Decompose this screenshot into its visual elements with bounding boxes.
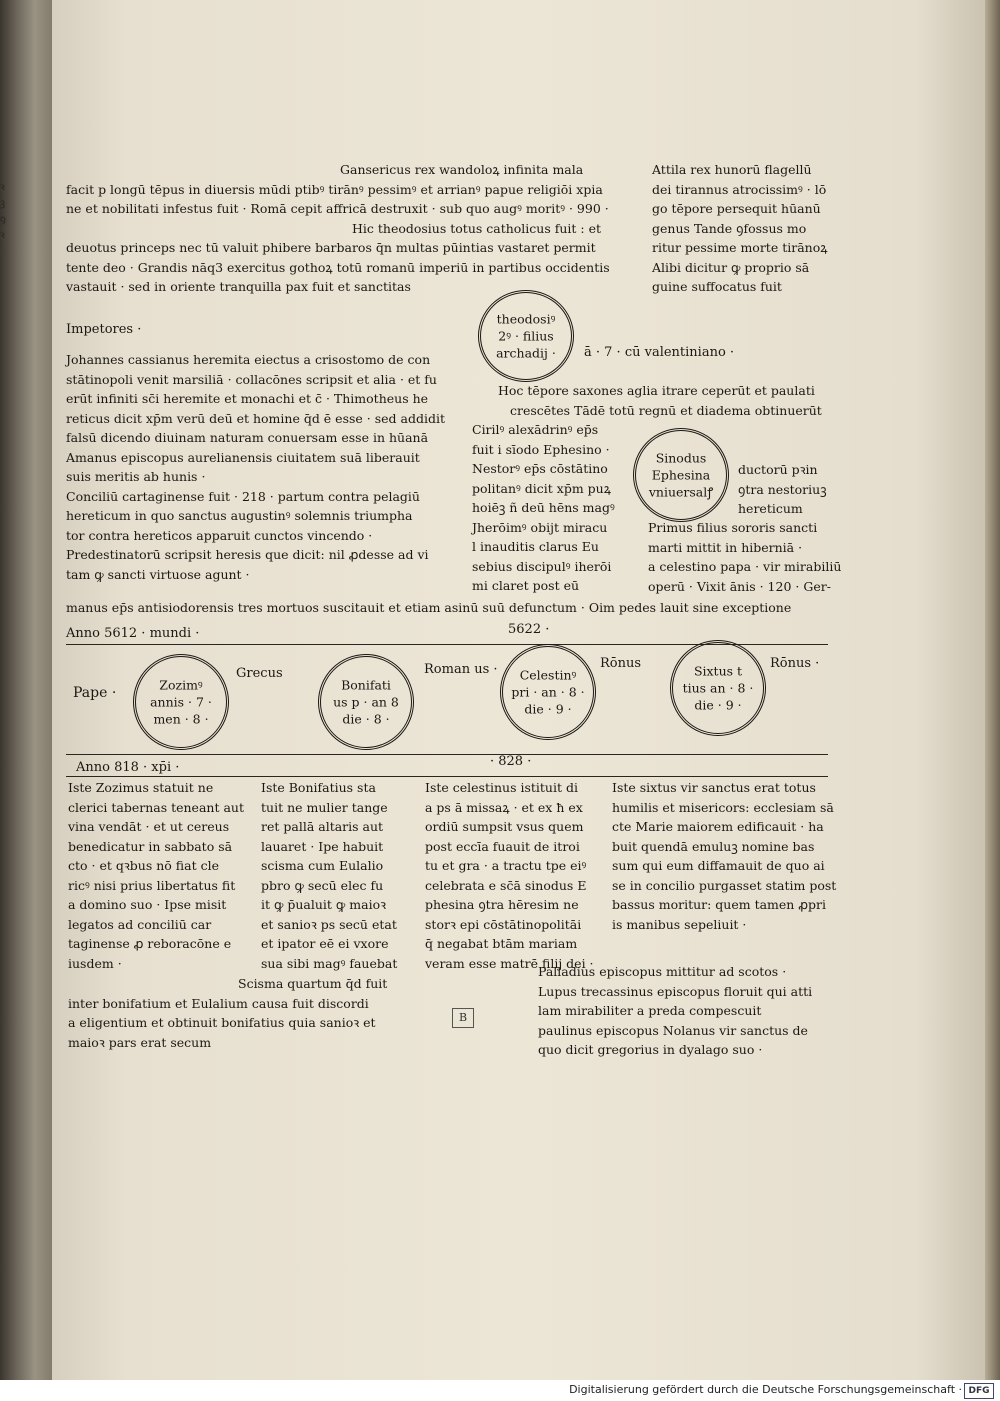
text-line: vastauit · sed in oriente tranquilla pax fuit et sanctitas [66,279,411,294]
valentiniano-text: ā · 7 · cū valentiniano · [584,345,735,360]
text-line: lam mirabiliter a preda compescuit [538,1003,762,1018]
text-line: ꝯtra nestoriuꝫ [738,481,827,497]
text-line: crescētes Tādē totū regnū et diadema obtinuerūt [510,402,822,418]
text-block-gensericus [66,160,610,297]
text-block-saxones [498,381,822,420]
text-line: genus Tande ꝯfossus mo [652,220,807,236]
text-line: clerici tabernas teneant aut [68,799,244,815]
circle-line: Zozimꝰ [159,677,203,693]
circle-line: die · 9 · [524,701,572,717]
text-line: ne et nobilitati infestus fuit · Romā cepit affricā destruxit · sub quo augꝰ moritꝰ · 990 · [66,201,609,216]
text-line: Conciliū cartaginense fuit · 218 · partum contra pelagiū [66,488,420,504]
text-line: iusdem · [68,955,122,971]
column-zozimus [68,778,244,973]
text-line: taginense ꝓ reboracōne e [68,936,232,951]
text-line: suis meritis ab hunis · [66,469,206,484]
text-line: vina vendāt · et ut cereus [68,819,230,834]
text-line: buit quendā emuluꝫ nomine bas [612,838,815,854]
text-line: deuotus princeps nec tū valuit phibere barbaros q̄n multas pūintias vastaret permit [66,240,596,255]
anno-mundi-label: Anno 5612 · mundi · [66,626,200,641]
text-line: ductorū pꝛin [738,462,818,477]
text-line: ricꝰ nisi prius libertatus fit [68,877,236,893]
text-line: a eligentium et obtinuit bonifatius quia sanioꝛ et [68,1015,376,1030]
text-line: erūt infiniti sc̄i heremite et monachi et c̄ · Thimotheus he [66,391,429,406]
text-line: Attila rex hunorū flagellū [652,162,812,177]
circle-text [673,663,763,714]
text-line: q̄ negabat btām mariam [425,936,578,951]
circle-line: annis · 7 · [150,694,212,710]
circle-line: archadij · [496,345,556,361]
text-line: Iste Zozimus statuit ne [68,780,214,795]
library-stamp: B [452,1008,474,1028]
circle-line: die · 8 · [342,711,390,727]
text-line: go tēpore persequit hūanū [652,201,821,216]
text-line: Amanus episcopus aurelianensis ciuitatem suā liberauit [66,449,420,465]
anno-christi-value: · 828 · [490,754,532,769]
text-line: Iste Bonifatius sta [261,780,376,795]
anno-christi-label: Anno 818 · xp̄i · [76,760,180,775]
text-line: operū · Vixit ānis · 120 · Ger- [648,578,831,594]
text-block-johannes [66,350,445,584]
timeline-rule [66,754,828,755]
pope-circle-zozimus [133,654,229,750]
previous-page-edge [0,0,58,1380]
page-edge-right [985,0,1000,1380]
text-line: a ps ā missaꝝ · et ex ħ ex [425,799,583,815]
circle-line: pri · an · 8 · [511,684,585,700]
text-line: falsū dicendo diuinam naturam conuersam esse in hūanā [66,430,429,445]
text-line: Scisma quartum q̄d fuit [238,976,388,991]
text-line: Predestinatorū scripsit heresis que dicit: nil ꝓdesse ad vi [66,547,429,562]
text-line: ordiū sumpsit vsus quem [425,819,584,834]
text-line: hoiēꝫ ñ deū hēns magꝰ [472,500,615,515]
text-line: is manibus sepeliuit · [612,916,747,932]
timeline-rule [66,776,828,777]
circle-text [321,677,411,728]
column-bonifatius [261,778,397,973]
circle-line: tius an · 8 · [682,680,754,696]
text-block-ductorum [738,460,827,519]
text-block-cirillus [472,420,615,596]
text-line: reticus dicit xp̄m verū deū et homine q̄d ē esse · sed addidit [66,410,445,426]
text-line: sum qui eum diffamauit de quo ai [612,858,825,873]
circle-theodosius [478,290,574,382]
text-line: a celestino papa · vir mirabiliū [648,559,842,574]
pope-origin: Roman us · [424,662,498,677]
text-line: tente deo · Grandis nāq3 exercitus gothoꝝ totū romanū imperiū in partibus occidentis [66,259,610,275]
text-line: quo dicit gregorius in dyalago suo · [538,1042,763,1057]
text-line: marti mittit in hiberniā · [648,539,803,555]
text-line: cte Marie maiorem edificauit · ha [612,819,824,834]
text-line: guine suffocatus fuit [652,279,782,294]
circle-line: Sinodus [655,450,707,466]
text-line: hereticum in quo sanctus augustinꝰ solemnis triumpha [66,508,413,523]
circle-synodus [633,428,729,522]
pope-origin: Rōnus [600,656,642,671]
circle-line: theodosiꝰ [496,311,556,327]
circle-line: Ephesina [651,467,711,483]
text-line: fuit i sīodo Ephesino · [472,441,610,457]
circle-text [136,677,226,728]
circle-line: Celestinꝰ [519,667,577,683]
text-line: a domino suo · Ipse misit [68,897,227,912]
circle-text [636,450,726,501]
column-celestinus [425,778,594,973]
text-line: hereticum [738,501,803,516]
text-line: storꝛ epi cōstātinopolitāi [425,916,582,932]
text-line: se in concilio purgasset statim post [612,877,837,893]
text-line: cto · et qꝛbus nō fiat cle [68,858,219,873]
text-line: paulinus episcopus Nolanus vir sanctus de [538,1022,808,1038]
text-block-schisma [68,974,387,1052]
circle-line: us p · an 8 [333,694,399,710]
text-line: Jherōimꝰ obijt miracu [472,519,608,535]
text-line: Iste sixtus vir sanctus erat totus [612,780,816,795]
circle-line: die · 9 · [694,697,742,713]
text-line: legatos ad conciliū car [68,916,212,932]
text-line: Nestorꝰ ep̄s cōstātino [472,461,608,476]
circle-line: men · 8 · [153,711,209,727]
text-line: l inauditis clarus Eu [472,539,599,554]
dfg-logo-icon: DFG [964,1383,994,1399]
text-block-palladius [538,962,812,1060]
text-line: lauaret · Ipe habuit [261,838,384,854]
text-line: celebrata e sc̄ā sinodus E [425,877,587,893]
text-line: Iste celestinus istituit di [425,780,578,795]
pope-origin: Grecus [236,666,283,681]
text-block-attila [652,160,827,297]
text-line: it ꝙ p̄ualuit ꝙ maioꝛ [261,897,387,912]
column-sixtus [612,778,836,934]
text-line: Hic theodosius totus catholicus fuit : et [352,220,602,236]
pope-circle-bonifatius [318,654,414,750]
footer-bar [0,1380,1000,1401]
text-line: inter bonifatium et Eulalium causa fuit discordi [68,995,369,1011]
text-line: tor contra hereticos apparuit cunctos vincendo · [66,527,373,543]
text-line: Primus filius sororis sancti [648,520,818,535]
text-line: ret pallā altaris aut [261,819,384,834]
text-line: tu et gra · a tractu tpe eiꝰ [425,858,587,873]
text-line: Alibi dicitur ꝙ proprio sā [652,259,810,275]
pope-circle-celestinus [500,644,596,740]
text-line: Gansericus rex wandoloꝝ infinita mala [340,162,584,177]
margin-fragment: ꝛ ꝫ ꝯ ꝛ [0,182,6,241]
text-line: Palladius episcopus mittitur ad scotos · [538,964,787,979]
pape-label: Pape · [73,685,117,701]
text-line: tuit ne mulier tange [261,799,388,815]
circle-line: vniuersalꝭ [648,484,714,500]
text-line: mi claret post eū [472,578,580,593]
text-line: politanꝰ dicit xp̄m puꝝ [472,480,611,496]
footer-credit: Digitalisierung gefördert durch die Deutsche Forschungsgemeinschaft · [569,1383,962,1396]
text-line: dei tirannus atrocissimꝰ · lō [652,181,827,197]
text-line: Cirilꝰ alexādrinꝰ ep̄s [472,422,599,437]
text-line: Hoc tēpore saxones aglia itrare ceperūt et paulati [498,383,815,398]
text-line: post eccīa fuauit de itroi [425,838,580,854]
circle-text [503,667,593,718]
text-line: ritur pessime morte tirānoꝝ [652,240,828,255]
imperatores-label: Impetores · [66,322,142,337]
text-line: Johannes cassianus heremita eiectus a crisostomo de con [66,352,431,367]
pope-origin: Rōnus · [770,656,820,671]
text-line: sebius discipulꝰ iherōi [472,558,612,574]
pope-circle-sixtus [670,640,766,736]
text-line: tam ꝙ sancti virtuose agunt · [66,566,250,582]
circle-text [481,311,571,362]
circle-line: Sixtus t [693,663,743,679]
text-line: stātinopoli venit marsiliā · collacōnes scripsit et alia · et fu [66,371,437,387]
text-line: pbro ꝙ secū elec fu [261,877,384,893]
circle-line: Bonifati [341,677,391,693]
circle-line: 2ꝰ · filius [498,328,554,344]
text-line: maioꝛ pars erat secum [68,1034,212,1050]
text-line: et sanioꝛ ps secū etat [261,916,397,932]
text-line: facit p longū tēpus in diuersis mūdi ptibꝰ tirānꝰ pessimꝰ et arrianꝰ papue religiōi xpia [66,181,603,197]
text-block-primus [648,518,841,596]
text-line: Lupus trecassinus episcopus floruit qui atti [538,983,813,999]
text-line: phesina ꝯtra hēresim ne [425,897,579,912]
text-line: sua sibi magꝰ fauebat [261,955,398,971]
text-line: scisma cum Eulalio [261,858,384,873]
germanus-line: manus ep̄s antisiodorensis tres mortuos suscitauit et etiam asinū suū defunctum · Oim pedes lauit sine exceptione [66,600,792,615]
text-line: bassus moritur: quem tamen ꝓpri [612,897,826,912]
text-line: humilis et misericors: ecclesiam sā [612,799,834,815]
anno-mundi-value: 5622 · [508,622,550,637]
text-line: benedicatur in sabbato sā [68,838,233,854]
text-line: veram esse matrē filij dei · [425,955,594,971]
text-line: et ipator eē ei vxore [261,936,389,951]
